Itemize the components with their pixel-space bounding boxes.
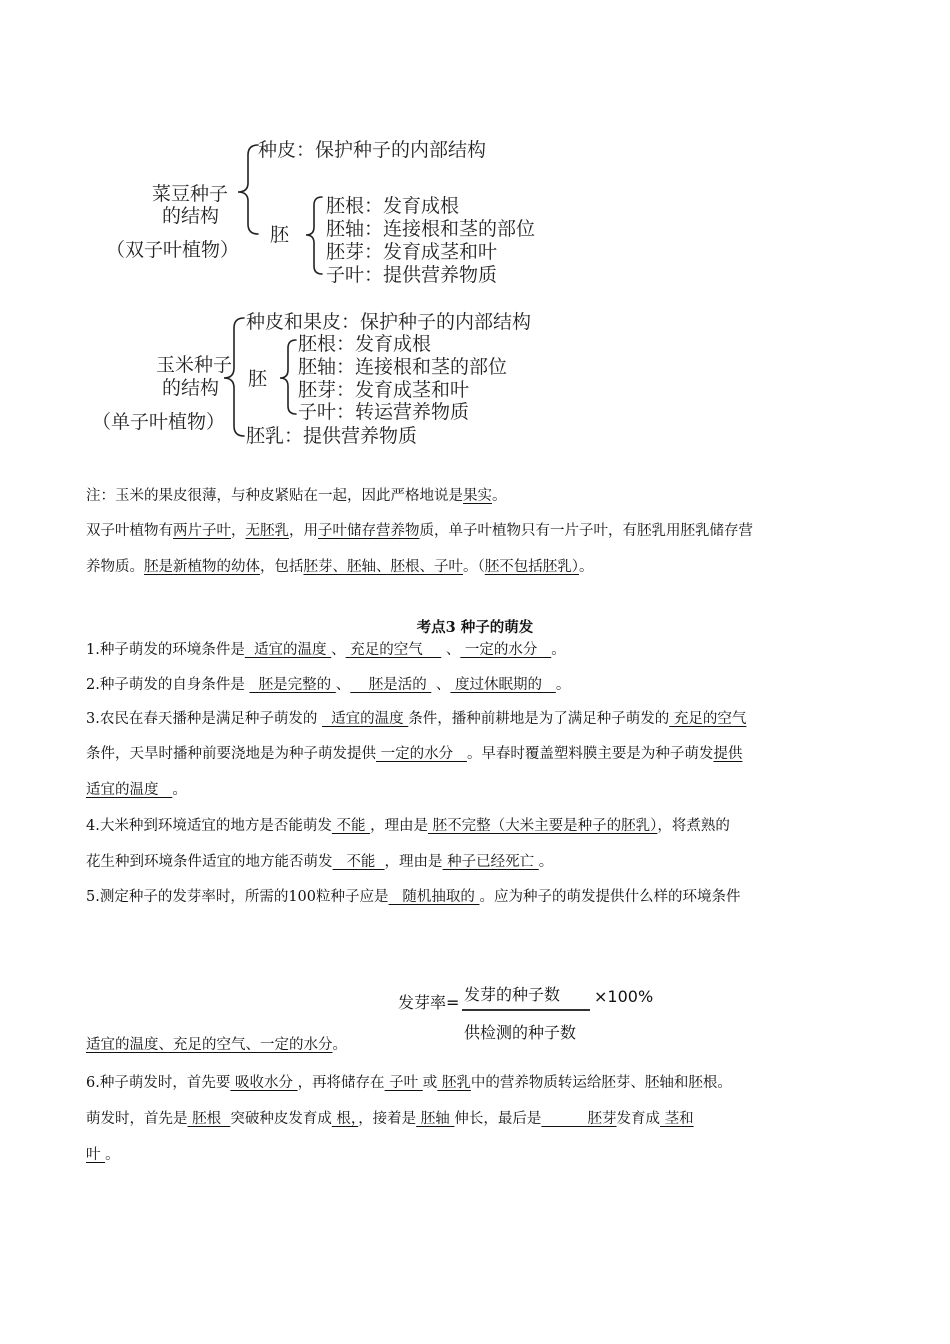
answer: 不能 <box>332 854 385 870</box>
answer: 适宜的温度 <box>86 782 173 798</box>
question-3-line-2 <box>86 744 866 764</box>
answer: 无胚乳 <box>245 523 289 539</box>
text: 或 <box>422 1075 438 1091</box>
text: 5.测定种子的发芽率时，所需的100粒种子应是 <box>86 889 389 905</box>
fraction-bar <box>462 1009 590 1011</box>
answer: 果实 <box>463 488 492 504</box>
text: ，包括 <box>260 559 304 575</box>
text: 条件，播种前耕地是为了满足种子萌发的 <box>408 711 670 727</box>
question-4-line-1 <box>86 816 866 836</box>
answer: 两片子叶 <box>173 523 231 539</box>
text: 。 <box>332 1037 347 1053</box>
text: 。 <box>538 854 554 870</box>
corn-seed-title-2: 的结构 <box>162 377 220 399</box>
answer: 一定的水分 <box>460 642 552 658</box>
text: 条件，天旱时播种前要浇地是为种子萌发提供 <box>86 746 376 762</box>
text: 。 <box>105 1147 120 1163</box>
text: 。 <box>551 642 566 658</box>
question-6-line-2 <box>86 1109 866 1129</box>
text: 养物质。 <box>86 559 144 575</box>
corn-seed-type: （单子叶植物） <box>92 411 226 433</box>
text: 注：玉米的果皮很薄，与种皮紧贴在一起，因此严格地说是 <box>86 488 463 504</box>
formula-label: 发芽率= <box>398 993 460 1012</box>
text: 。 <box>492 488 507 504</box>
text: 2.种子萌发的自身条件是 <box>86 677 250 693</box>
question-3-line-3 <box>86 780 866 800</box>
answer: 一定的水分 <box>376 746 467 762</box>
corn-embryo-part: 胚根：发育成根 <box>298 333 432 355</box>
bean-embryo-part: 胚轴：连接根和茎的部位 <box>326 218 536 240</box>
bean-seed-title-2: 的结构 <box>162 205 220 227</box>
corn-embryo-label: 胚 <box>248 368 268 390</box>
text: ，理由是 <box>370 818 429 834</box>
text: 、 <box>431 677 451 693</box>
text: ，接着是 <box>358 1111 417 1127</box>
question-3-line-1 <box>86 709 866 729</box>
text: 花生种到环境条件适宜的地方能否萌发 <box>86 854 333 870</box>
bean-seed-coat: 种皮：保护种子的内部结构 <box>258 139 487 161</box>
text: 。 <box>555 677 571 693</box>
answer: 适宜的温度、充足的空气、一定的水分 <box>86 1037 333 1053</box>
bean-embryo-part: 胚根：发育成根 <box>326 195 460 217</box>
corn-endosperm: 胚乳：提供营养物质 <box>246 425 418 447</box>
question-1 <box>86 640 866 660</box>
corn-embryo-part: 胚轴：连接根和茎的部位 <box>298 356 508 378</box>
answer: 胚芽、胚轴、胚根、子叶 <box>303 559 463 575</box>
bean-seed-type: （双子叶植物） <box>106 239 240 261</box>
question-2 <box>86 675 866 695</box>
text: ，将煮熟的 <box>657 818 730 834</box>
answer: 胚不包括胚乳） <box>484 559 579 575</box>
text: 、 <box>335 677 351 693</box>
paragraph-line <box>86 521 866 541</box>
seed-structure-diagrams <box>0 0 950 470</box>
corn-embryo-part: 子叶：转运营养物质 <box>298 401 470 423</box>
text: 双子叶植物有 <box>86 523 173 539</box>
paragraph-line <box>86 557 866 577</box>
text: 。 <box>579 559 594 575</box>
question-5-line-2 <box>86 1035 866 1055</box>
answer: 胚根 <box>187 1111 231 1127</box>
text: 。 <box>172 782 187 798</box>
answer: 不能 <box>331 818 371 834</box>
answer: 胚是完整的 <box>249 677 336 693</box>
question-4-line-2 <box>86 852 866 872</box>
answer: 子叶 <box>384 1075 423 1091</box>
text: 4.大米种到环境适宜的地方是否能萌发 <box>86 818 332 834</box>
corn-embryo-part: 胚芽：发育成茎和叶 <box>298 379 470 401</box>
text: 、 <box>331 642 346 658</box>
text: 。应为种子的萌发提供什么样的环境条件 <box>479 889 741 905</box>
question-6-line-1 <box>86 1073 866 1093</box>
text: 。（ <box>463 559 485 575</box>
answer: 提供 <box>713 746 743 762</box>
text: 发育成 <box>616 1111 660 1127</box>
answer: 茎和 <box>660 1111 694 1127</box>
answer: 子叶储存营养物 <box>318 523 420 539</box>
bean-seed-title-1: 菜豆种子 <box>152 183 229 205</box>
text: 3.农民在春天播种是满足种子萌发的 <box>86 711 322 727</box>
bean-embryo-part: 胚芽：发育成茎和叶 <box>326 241 498 263</box>
answer: 适宜的温度 <box>321 711 409 727</box>
text: 伸长，最后是 <box>454 1111 542 1127</box>
text: 萌发时，首先是 <box>86 1111 188 1127</box>
answer: 胚轴 <box>416 1111 455 1127</box>
text: 。早春时覆盖塑料膜主要是为种子萌发 <box>466 746 714 762</box>
question-5-line-1 <box>86 887 866 907</box>
answer: 种子已经死亡 <box>442 854 539 870</box>
note-line <box>86 486 866 506</box>
text: 6.种子萌发时，首先要 <box>86 1075 231 1091</box>
answer: 吸收水分 <box>230 1075 298 1091</box>
text: ， <box>231 523 246 539</box>
answer: 随机抽取的 <box>388 889 480 905</box>
embryo-brace-1 <box>306 197 322 274</box>
answer: 根， <box>331 1111 359 1127</box>
answer: 适宜的温度 <box>244 642 332 658</box>
answer: 胚乳 <box>437 1075 471 1091</box>
answer: 胚不完整（大米主要是种子的胚乳） <box>428 818 658 834</box>
corn-seed-title-1: 玉米种子 <box>156 354 233 376</box>
embryo-brace-2 <box>280 340 296 414</box>
text: 突破种皮发育成 <box>230 1111 332 1127</box>
main-brace-2 <box>224 318 244 436</box>
text: ，再将储存在 <box>297 1075 385 1091</box>
text: 1.种子萌发的环境条件是 <box>86 642 245 658</box>
text: 质，单子叶植物只有一片子叶，有胚乳用胚乳储存营 <box>419 523 753 539</box>
question-6-line-3 <box>86 1145 866 1165</box>
answer: 叶 <box>86 1147 106 1163</box>
answer: 胚芽 <box>541 1111 617 1127</box>
answer: 胚是活的 <box>350 677 432 693</box>
answer: 度过休眠期的 <box>450 677 556 693</box>
text: ，用 <box>289 523 318 539</box>
main-brace-1 <box>238 145 258 234</box>
text: ，理由是 <box>384 854 443 870</box>
answer: 胚是新植物的幼体 <box>144 559 260 575</box>
section-title: 考点3 种子的萌发 <box>416 619 534 636</box>
formula-numerator: 发芽的种子数 <box>464 985 561 1004</box>
bean-embryo-part: 子叶：提供营养物质 <box>326 264 498 286</box>
formula-denominator: 供检测的种子数 <box>464 1023 577 1042</box>
corn-seed-coat: 种皮和果皮：保护种子的内部结构 <box>246 311 532 333</box>
answer: 充足的空气 <box>345 642 442 658</box>
text: 、 <box>441 642 461 658</box>
formula-multiplier: ×100% <box>594 987 654 1006</box>
text: 中的营养物质转运给胚芽、胚轴和胚根。 <box>470 1075 732 1091</box>
bean-embryo-label: 胚 <box>270 224 290 246</box>
answer: 充足的空气 <box>669 711 747 727</box>
